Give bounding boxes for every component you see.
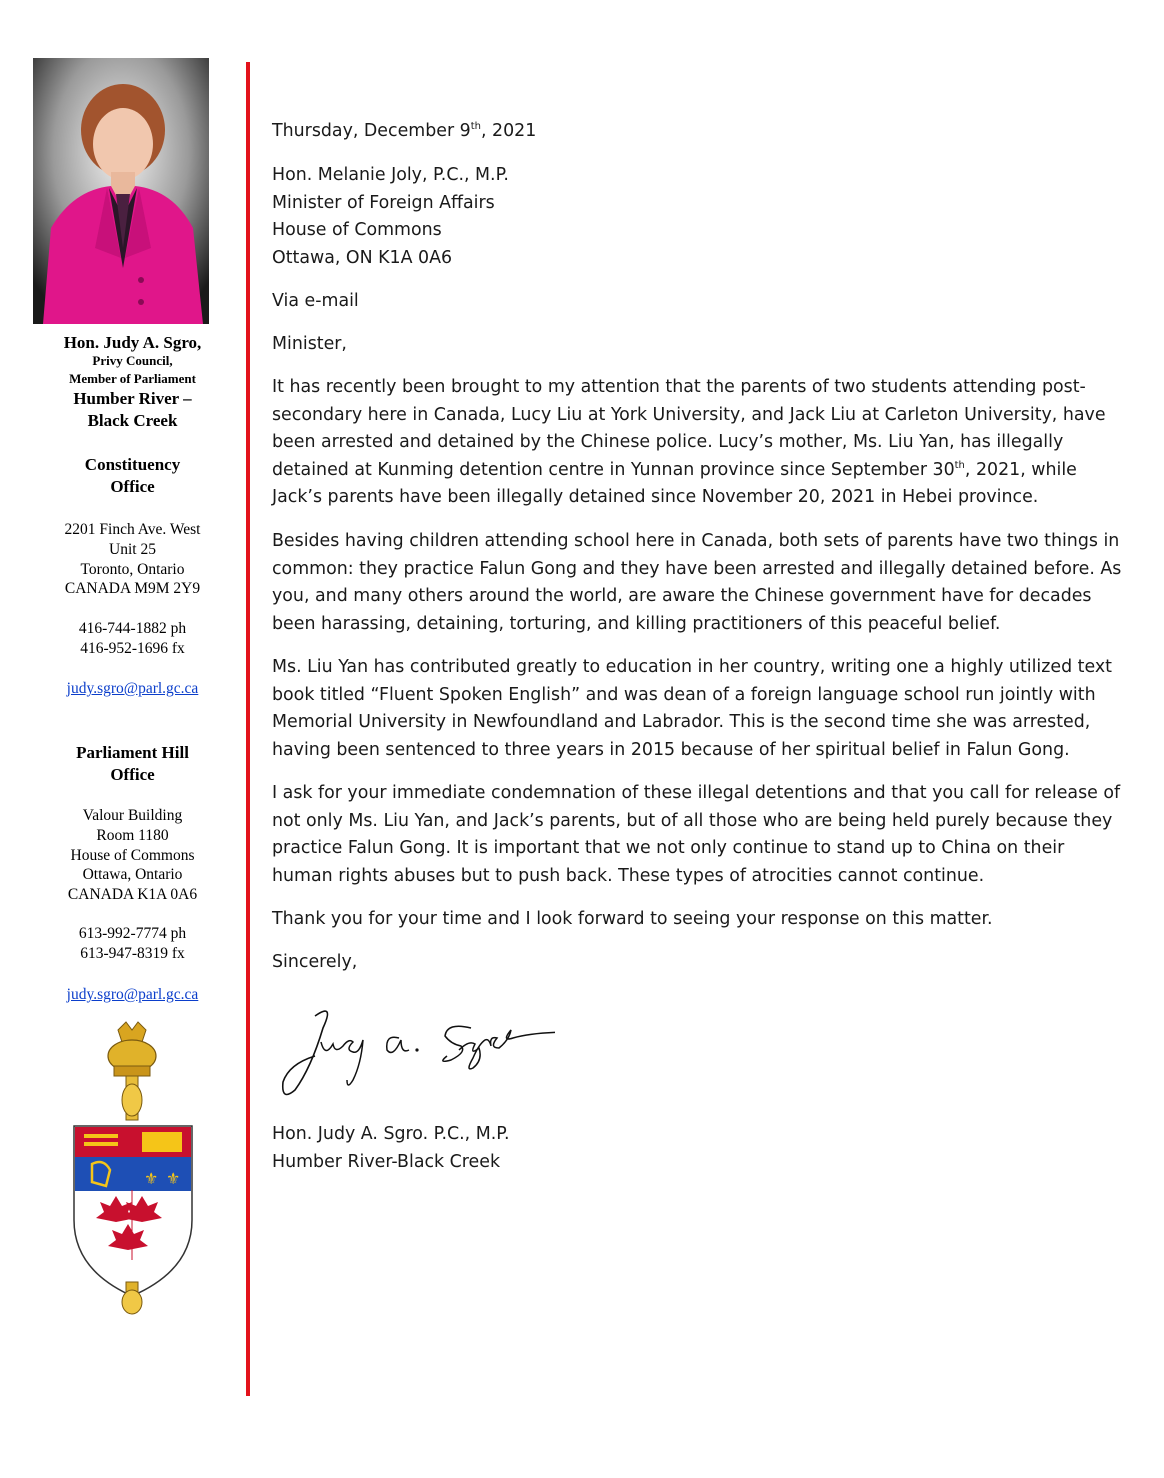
svg-text:⚜: ⚜ [144, 1169, 159, 1188]
svg-text:⚜: ⚜ [166, 1169, 181, 1188]
member-title-mp: Member of Parliament [69, 371, 196, 386]
constituency-fax: 416-952-1696 fx [80, 639, 185, 657]
member-title-privy: Privy Council, [92, 353, 173, 368]
handwritten-signature [275, 998, 555, 1108]
parliament-email-link[interactable]: judy.sgro@parl.gc.ca [66, 986, 199, 1003]
constituency-email-link[interactable]: judy.sgro@parl.gc.ca [66, 680, 199, 697]
parliament-phone-fax [0, 924, 265, 964]
sign-name: Hon. Judy A. Sgro. P.C., M.P. [272, 1124, 510, 1144]
parliament-address: Valour Building Room 1180 House of Commons Ottawa, Ontario CANADA K1A 0A6 [67, 807, 198, 904]
member-name-block [0, 333, 265, 432]
portrait-photo [33, 58, 209, 324]
paragraph-4: I ask for your immediate condemnation of these illegal detentions and that you call for release of not only Ms. Liu Yan, and Jack’s parents, but of all those who are being held purely because they practice Falun Gong. It is important that we not only continue to stand up to China on their human rights abuses but to push back. These types of atrocities cannot continue. [272, 783, 1121, 886]
house-of-commons-crest [70, 1020, 196, 1316]
member-name: Hon. Judy A. Sgro, [63, 333, 202, 352]
recipient-block [272, 162, 1108, 272]
parliament-phone: 613-992-7774 ph [78, 925, 187, 942]
thanks-line: Thank you for your time and I look forward to seeing your response on this matter. [272, 909, 993, 929]
salutation: Minister, [272, 334, 347, 354]
riding-line2: Black Creek [87, 411, 178, 430]
parliament-fax: 613-947-8319 fx [80, 944, 185, 962]
constituency-phone: 416-744-1882 ph [78, 620, 187, 637]
paragraph-3: Ms. Liu Yan has contributed greatly to education in her country, writing one a highly utilized text book titled “Fluent Spoken English” and was dean of a foreign language school run jointly with Memorial University in Newfoundland and Labrador. This is the second time she was arrested, having been sentenced to three years in 2015 because of her spiritual belief in Falun Gong. [272, 657, 1112, 760]
constituency-email-row [0, 679, 265, 698]
red-divider-rule [246, 62, 250, 1396]
constituency-office-title: Constituency Office [84, 455, 181, 496]
constituency-phone-fax [0, 619, 265, 659]
sign-block [272, 1121, 1108, 1176]
riding-line1: Humber River – [73, 389, 192, 408]
via-email: Via e-mail [272, 291, 359, 311]
constituency-address: 2201 Finch Ave. West Unit 25 Toronto, Ontario CANADA M9M 2Y9 [64, 521, 201, 598]
recipient-title: Minister of Foreign Affairs [272, 192, 495, 213]
recipient-org: House of Commons [272, 220, 442, 241]
closing: Sincerely, [272, 952, 358, 972]
recipient-city: Ottawa, ON K1A 0A6 [272, 247, 453, 268]
parliament-office-title: Parliament Hill Office [76, 743, 189, 784]
sign-riding: Humber River-Black Creek [272, 1151, 501, 1172]
parliament-email-row [0, 985, 265, 1004]
recipient-name: Hon. Melanie Joly, P.C., M.P. [272, 165, 509, 185]
paragraph-1: It has recently been brought to my attention that the parents of two students attending post- secondary here in Canada, Lucy Liu at York University, and Jack Liu at Carleton University, have been arrested and detained by the Chinese police. Lucy’s mother, Ms. Liu Yan, has illegally detained at Kunming detention centre in Yunnan province since September 30th, 2021, while Jack’s parents have been illegally detained since November 20, 2021 in Hebei province. [272, 377, 1106, 508]
paragraph-2: Besides having children attending school here in Canada, both sets of parents have two things in common: they practice Falun Gong and they have been arrested and illegally detained before. As you, and many others around the world, are aware the Chinese government have for decades been harassing, detaining, torturing, and killing practitioners of this peaceful belief. [272, 531, 1122, 634]
letter-date: Thursday, December 9th, 2021 [272, 121, 537, 141]
